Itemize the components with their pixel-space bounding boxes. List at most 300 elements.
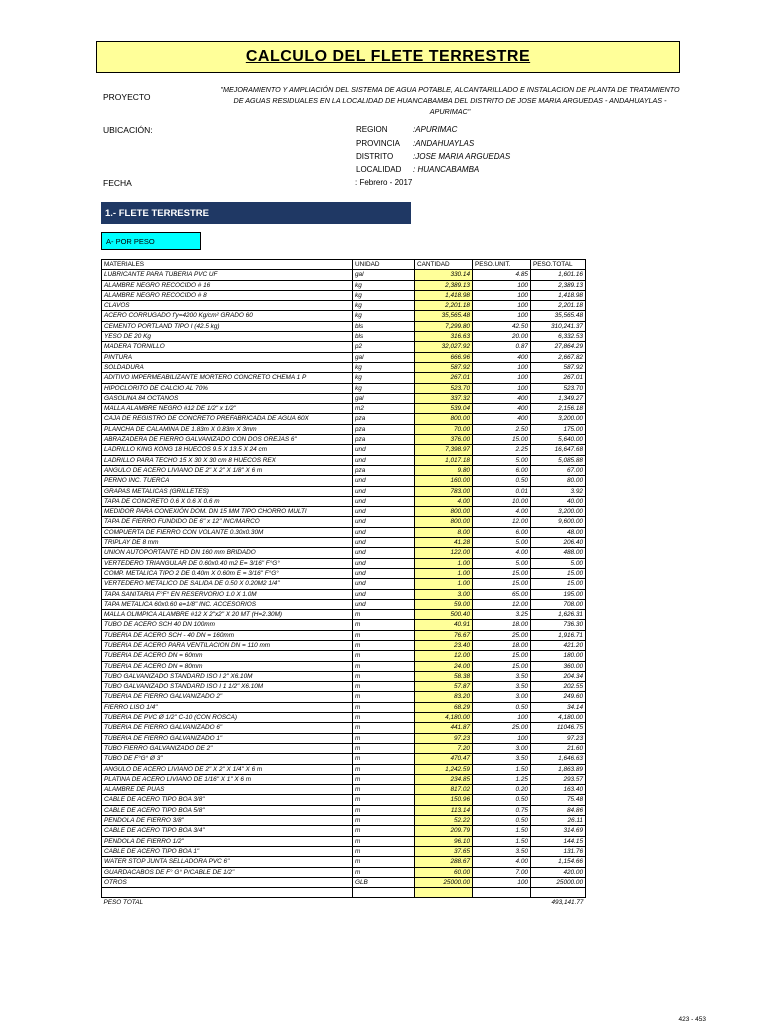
cell-peso-total: 488.00 (531, 548, 586, 558)
cell-unidad: p2 (353, 342, 415, 352)
table-row (102, 270, 586, 280)
section-header (101, 202, 411, 224)
cell-unidad: m (353, 743, 415, 753)
table-row (102, 826, 586, 836)
cell-cantidad: 267.01 (415, 373, 473, 383)
cell-material: CABLE DE ACERO TIPO BOA 5/8" (102, 805, 353, 815)
cell-peso-total: 249.60 (531, 692, 586, 702)
table-row (102, 342, 586, 352)
cell-cantidad: 150.96 (415, 795, 473, 805)
cell-material: HIPOCLORITO DE CALCIO AL 70% (102, 383, 353, 393)
cell-cantidad: 234.85 (415, 774, 473, 784)
total-empty (415, 898, 473, 908)
cell-unidad: und (353, 538, 415, 548)
header-peso-unit: PESO.UNIT. (473, 260, 531, 270)
cell-peso-total: 293.57 (531, 774, 586, 784)
cell-cantidad: 523.70 (415, 383, 473, 393)
cell-unidad: GLB (353, 877, 415, 887)
spacer-cell (531, 888, 586, 898)
cell-peso-unit: 4.00 (473, 857, 531, 867)
cell-material: ANGULO DE ACERO LIVIANO DE 2" X 2" X 1/8" X 6 m (102, 465, 353, 475)
cell-peso-total: 2,667.82 (531, 352, 586, 362)
cell-unidad: m (353, 702, 415, 712)
table-row (102, 527, 586, 537)
spacer-cell (415, 888, 473, 898)
cell-unidad: m (353, 764, 415, 774)
cell-peso-unit: 18.00 (473, 620, 531, 630)
cell-material: TUBERIA DE FIERRO GALVANIZADO 2" (102, 692, 353, 702)
table-row (102, 404, 586, 414)
cell-peso-total: 180.00 (531, 651, 586, 661)
cell-peso-total: 11046.75 (531, 723, 586, 733)
cell-cantidad: 113.14 (415, 805, 473, 815)
cell-cantidad: 800.00 (415, 507, 473, 517)
cell-peso-unit: 100 (473, 733, 531, 743)
spacer-cell (473, 888, 531, 898)
cell-peso-total: 1,626.31 (531, 610, 586, 620)
cell-peso-total: 163.40 (531, 785, 586, 795)
materials-table (101, 259, 586, 908)
cell-peso-total: 5,640.00 (531, 435, 586, 445)
cell-material: COMP. METALICA TIPO 2 DE 0.40m X 0.60m E = 3/16" F°G° (102, 568, 353, 578)
cell-material: PINTURA (102, 352, 353, 362)
cell-peso-total: 75.48 (531, 795, 586, 805)
table-row (102, 877, 586, 887)
cell-cantidad: 68.29 (415, 702, 473, 712)
cell-unidad: kg (353, 362, 415, 372)
cell-cantidad: 32,027.92 (415, 342, 473, 352)
cell-peso-total: 587.92 (531, 362, 586, 372)
table-row (102, 589, 586, 599)
cell-peso-unit: 0.50 (473, 702, 531, 712)
cell-peso-unit: 18.00 (473, 640, 531, 650)
cell-cantidad: 441.87 (415, 723, 473, 733)
cell-unidad: pza (353, 414, 415, 424)
cell-material: CABLE DE ACERO TIPO BOA 3/4" (102, 826, 353, 836)
cell-material: TAPA METALICA 60x0.60 e=1/8" INC. ACCESORIOS (102, 599, 353, 609)
cell-unidad: gal (353, 393, 415, 403)
cell-material: UNION AUTOPORTANTE HD DN 160 mm BRIDADO (102, 548, 353, 558)
cell-peso-unit: 1.50 (473, 826, 531, 836)
page-number-fragment: 423 - 453 (678, 1016, 706, 1023)
cell-cantidad: 25000.00 (415, 877, 473, 887)
cell-material: OTROS (102, 877, 353, 887)
cell-material: PENDOLA DE FIERRO 1/2" (102, 836, 353, 846)
cell-unidad: m (353, 785, 415, 795)
cell-material: ALAMBRE NEGRO RECOCIDO # 8 (102, 290, 353, 300)
cell-cantidad: 96.10 (415, 836, 473, 846)
cell-unidad: m (353, 816, 415, 826)
header-materiales: MATERIALES (102, 260, 353, 270)
table-row (102, 332, 586, 342)
section-title: 1.- FLETE TERRESTRE (105, 207, 209, 219)
table-row (102, 795, 586, 805)
cell-unidad: m (353, 867, 415, 877)
cell-material: TUBO FIERRO GALVANIZADO DE 2" (102, 743, 353, 753)
cell-peso-unit: 0.50 (473, 816, 531, 826)
header-peso-total: PESO.TOTAL (531, 260, 586, 270)
table-row (102, 579, 586, 589)
cell-unidad: kg (353, 383, 415, 393)
table-row (102, 496, 586, 506)
cell-peso-total: 48.00 (531, 527, 586, 537)
cell-peso-total: 420.00 (531, 867, 586, 877)
cell-cantidad: 1.00 (415, 568, 473, 578)
ubicacion-label: UBICACIÓN: (103, 125, 153, 135)
cell-peso-total: 6,332.53 (531, 332, 586, 342)
table-row (102, 774, 586, 784)
cell-peso-total: 27,864.29 (531, 342, 586, 352)
project-description: "MEJORAMIENTO Y AMPLIACIÓN DEL SISTEMA DE AGUA POTABLE, ALCANTARILLADO E INSTALACION DE PLANTA DE TRATAMIENTO DE AGUAS RESIDUALES EN LA LOCALIDAD DE HUANCABAMBA DEL DISTRITO DE JOSE MARIA ARGUEDAS - ANDAHUAYLAS - APURIMAC" (220, 85, 680, 116)
cell-material: TUBERIA DE FIERRO GALVANIZADO 6" (102, 723, 353, 733)
cell-cantidad: 800.00 (415, 517, 473, 527)
location-key-localidad: LOCALIDAD (356, 165, 402, 174)
cell-peso-unit: 15.00 (473, 579, 531, 589)
cell-cantidad: 57.87 (415, 682, 473, 692)
cell-cantidad: 2,389.13 (415, 280, 473, 290)
cell-peso-total: 267.01 (531, 373, 586, 383)
cell-unidad: und (353, 517, 415, 527)
cell-peso-unit: 100 (473, 877, 531, 887)
cell-peso-total: 310,241.37 (531, 321, 586, 331)
table-row (102, 414, 586, 424)
cell-unidad: m (353, 682, 415, 692)
cell-cantidad: 9.80 (415, 465, 473, 475)
cell-peso-unit: 0.50 (473, 795, 531, 805)
cell-peso-unit: 10.00 (473, 496, 531, 506)
table-row (102, 311, 586, 321)
cell-peso-total: 1,916.71 (531, 630, 586, 640)
cell-cantidad: 35,565.48 (415, 311, 473, 321)
cell-peso-unit: 3.00 (473, 692, 531, 702)
cell-peso-unit: 25.00 (473, 630, 531, 640)
cell-cantidad: 1,017.18 (415, 455, 473, 465)
cell-unidad: kg (353, 301, 415, 311)
cell-material: TAPA SANITARIA F°F° EN RESERVORIO 1.0 X 1.0M (102, 589, 353, 599)
cell-material: TAPA DE CONCRETO 0.6 X 0.6 X 0.6 m (102, 496, 353, 506)
cell-material: TUBERIA DE PVC Ø 1/2" C-10 (CON ROSCA) (102, 713, 353, 723)
cell-peso-total: 35,565.48 (531, 311, 586, 321)
cell-unidad: m (353, 713, 415, 723)
location-key-distrito: DISTRITO (356, 152, 394, 161)
cell-peso-total: 2,156.18 (531, 404, 586, 414)
total-empty (473, 898, 531, 908)
table-row (102, 805, 586, 815)
table-row (102, 465, 586, 475)
cell-peso-total: 1,646.63 (531, 754, 586, 764)
cell-cantidad: 8.00 (415, 527, 473, 537)
cell-cantidad: 7,398.97 (415, 445, 473, 455)
cell-cantidad: 288.67 (415, 857, 473, 867)
cell-peso-unit: 400 (473, 404, 531, 414)
cell-peso-total: 34.14 (531, 702, 586, 712)
cell-unidad: gal (353, 352, 415, 362)
cell-unidad: m (353, 692, 415, 702)
cell-material: TUBERIA DE ACERO DN = 60mm (102, 651, 353, 661)
cell-peso-total: 3,200.00 (531, 507, 586, 517)
cell-cantidad: 12.00 (415, 651, 473, 661)
spacer-cell (353, 888, 415, 898)
cell-material: MADERA TORNILLO (102, 342, 353, 352)
cell-peso-unit: 20.00 (473, 332, 531, 342)
cell-material: YESO DE 20 Kg (102, 332, 353, 342)
cell-peso-unit: 3.50 (473, 671, 531, 681)
cell-material: CEMENTO PORTLAND TIPO I (42.5 kg) (102, 321, 353, 331)
cell-unidad: m (353, 630, 415, 640)
cell-unidad: m2 (353, 404, 415, 414)
cell-cantidad: 316.63 (415, 332, 473, 342)
location-value-distrito: :JOSE MARIA ARGUEDAS (413, 152, 511, 161)
cell-peso-unit: 12.00 (473, 517, 531, 527)
cell-unidad: m (353, 826, 415, 836)
table-row (102, 682, 586, 692)
cell-peso-total: 9,600.00 (531, 517, 586, 527)
cell-material: TUBO DE F°G° Ø 3" (102, 754, 353, 764)
cell-peso-total: 15.00 (531, 579, 586, 589)
cell-peso-total: 144.15 (531, 836, 586, 846)
table-row (102, 630, 586, 640)
cell-unidad: gal (353, 270, 415, 280)
cell-peso-unit: 5.00 (473, 455, 531, 465)
cell-unidad: m (353, 651, 415, 661)
cell-peso-total: 314.69 (531, 826, 586, 836)
cell-cantidad: 2,201.18 (415, 301, 473, 311)
cell-cantidad: 470.47 (415, 754, 473, 764)
cell-unidad: kg (353, 280, 415, 290)
cell-peso-unit: 3.00 (473, 743, 531, 753)
cell-peso-total: 15.00 (531, 568, 586, 578)
total-empty (353, 898, 415, 908)
page-title: CALCULO DEL FLETE TERRESTRE (245, 48, 531, 65)
cell-material: LUBRICANTE PARA TUBERIA PVC UF (102, 270, 353, 280)
table-row (102, 301, 586, 311)
cell-peso-unit: 3.25 (473, 610, 531, 620)
cell-unidad: kg (353, 311, 415, 321)
cell-peso-total: 16,647.68 (531, 445, 586, 455)
table-row (102, 651, 586, 661)
cell-cantidad: 83.20 (415, 692, 473, 702)
cell-peso-total: 4,180.00 (531, 713, 586, 723)
location-key-region: REGION (356, 125, 388, 134)
cell-unidad: kg (353, 373, 415, 383)
cell-peso-unit: 400 (473, 414, 531, 424)
cell-cantidad: 337.32 (415, 393, 473, 403)
table-row (102, 733, 586, 743)
cell-peso-unit: 3.50 (473, 846, 531, 856)
cell-material: TRIPLAY DE 8 mm (102, 538, 353, 548)
cell-material: ALAMBRE NEGRO RECOCIDO # 16 (102, 280, 353, 290)
cell-peso-total: 1,863.89 (531, 764, 586, 774)
cell-unidad: und (353, 599, 415, 609)
table-row (102, 321, 586, 331)
table-row (102, 558, 586, 568)
cell-material: FIERRO LISO 1/4" (102, 702, 353, 712)
subsection-title: A- POR PESO (106, 236, 155, 246)
cell-unidad: kg (353, 290, 415, 300)
cell-material: GASOLINA 84 OCTANOS (102, 393, 353, 403)
cell-peso-unit: 0.01 (473, 486, 531, 496)
page-title-box (96, 41, 680, 73)
cell-material: CABLE DE ACERO TIPO BOA 1" (102, 846, 353, 856)
location-key-provincia: PROVINCIA (356, 139, 401, 148)
cell-peso-unit: 15.00 (473, 568, 531, 578)
table-row (102, 548, 586, 558)
cell-material: TUBO DE ACERO SCH 40 DN 100mm (102, 620, 353, 630)
cell-unidad: und (353, 445, 415, 455)
cell-material: ADITIVO IMPERMEABILIZANTE MORTERO CONCRETO CHEMA 1 P (102, 373, 353, 383)
cell-cantidad: 666.96 (415, 352, 473, 362)
cell-peso-total: 736.30 (531, 620, 586, 630)
cell-cantidad: 1,242.59 (415, 764, 473, 774)
cell-cantidad: 60.00 (415, 867, 473, 877)
cell-peso-total: 1,154.66 (531, 857, 586, 867)
table-row (102, 702, 586, 712)
cell-cantidad: 1.00 (415, 558, 473, 568)
cell-unidad: m (353, 733, 415, 743)
cell-unidad: m (353, 671, 415, 681)
cell-peso-unit: 100 (473, 290, 531, 300)
cell-peso-total: 40.00 (531, 496, 586, 506)
table-row (102, 816, 586, 826)
cell-unidad: bls (353, 321, 415, 331)
cell-peso-unit: 2.50 (473, 424, 531, 434)
cell-material: GUARDACABOS DE F° G° P/CABLE DE 1/2" (102, 867, 353, 877)
table-row (102, 373, 586, 383)
cell-cantidad: 122.00 (415, 548, 473, 558)
table-row (102, 743, 586, 753)
table-row (102, 517, 586, 527)
cell-unidad: und (353, 558, 415, 568)
cell-peso-total: 421.20 (531, 640, 586, 650)
cell-cantidad: 58.38 (415, 671, 473, 681)
cell-material: TUBO GALVANIZADO STANDARD ISO I 2" X6.10M (102, 671, 353, 681)
cell-peso-total: 1,601.16 (531, 270, 586, 280)
table-row (102, 713, 586, 723)
cell-unidad: m (353, 857, 415, 867)
table-row (102, 867, 586, 877)
cell-material: TUBERIA DE ACERO PARA VENTILACION DN = 110 mm (102, 640, 353, 650)
table-row (102, 568, 586, 578)
materials-table-body (102, 270, 586, 888)
subsection-header (101, 232, 201, 250)
cell-unidad: m (353, 846, 415, 856)
cell-peso-unit: 100 (473, 362, 531, 372)
cell-material: TUBERIA DE ACERO SCH - 40 DN = 160mm (102, 630, 353, 640)
cell-cantidad: 4.00 (415, 496, 473, 506)
table-row (102, 640, 586, 650)
table-row (102, 290, 586, 300)
cell-material: PLANCHA DE CALAMINA DE 1.83m X 0.83m X 3mm (102, 424, 353, 434)
cell-material: WATER STOP JUNTA SELLADORA PVC 6" (102, 857, 353, 867)
cell-peso-total: 204.34 (531, 671, 586, 681)
cell-cantidad: 800.00 (415, 414, 473, 424)
cell-peso-total: 25000.00 (531, 877, 586, 887)
cell-cantidad: 24.00 (415, 661, 473, 671)
cell-peso-total: 80.00 (531, 476, 586, 486)
cell-material: TUBERIA DE FIERRO GALVANIZADO 1" (102, 733, 353, 743)
cell-unidad: m (353, 754, 415, 764)
cell-peso-total: 131.76 (531, 846, 586, 856)
table-row (102, 424, 586, 434)
cell-peso-unit: 15.00 (473, 661, 531, 671)
cell-peso-total: 21.60 (531, 743, 586, 753)
cell-material: LADRILLO PARA TECHO 15 X 30 X 30 cm 8 HUECOS REX (102, 455, 353, 465)
cell-cantidad: 59.00 (415, 599, 473, 609)
cell-material: MALLA ALAMBRE NEGRO #12 DE 1/2" x 1/2" (102, 404, 353, 414)
table-row (102, 599, 586, 609)
cell-peso-total: 360.00 (531, 661, 586, 671)
table-row (102, 857, 586, 867)
table-row (102, 661, 586, 671)
cell-peso-total: 84.86 (531, 805, 586, 815)
cell-peso-unit: 100 (473, 373, 531, 383)
cell-material: ANGULO DE ACERO LIVIANO DE 2" X 2" X 1/4" X 6 m (102, 764, 353, 774)
cell-peso-total: 3,200.00 (531, 414, 586, 424)
cell-peso-unit: 400 (473, 352, 531, 362)
total-label: PESO TOTAL (102, 898, 353, 908)
cell-peso-unit: 0.20 (473, 785, 531, 795)
cell-unidad: und (353, 455, 415, 465)
cell-cantidad: 376.00 (415, 435, 473, 445)
cell-unidad: m (353, 661, 415, 671)
cell-cantidad: 1.00 (415, 579, 473, 589)
cell-cantidad: 41.28 (415, 538, 473, 548)
cell-unidad: m (353, 610, 415, 620)
cell-unidad: m (353, 795, 415, 805)
table-row (102, 476, 586, 486)
cell-cantidad: 70.00 (415, 424, 473, 434)
table-row (102, 620, 586, 630)
location-value-region: :APURIMAC (413, 125, 458, 134)
cell-cantidad: 160.00 (415, 476, 473, 486)
cell-peso-unit: 6.00 (473, 527, 531, 537)
cell-cantidad: 97.23 (415, 733, 473, 743)
cell-peso-total: 523.70 (531, 383, 586, 393)
cell-unidad: und (353, 486, 415, 496)
cell-material: ACERO CORRUGADO f'y=4200 Kg/cm² GRADO 60 (102, 311, 353, 321)
table-row (102, 610, 586, 620)
cell-material: PERNO INC. TUERCA (102, 476, 353, 486)
cell-material: MEDIDOR PARA CONEXIÓN DOM. DN 15 MM TIPO CHORRO MULTI (102, 507, 353, 517)
cell-peso-unit: 100 (473, 713, 531, 723)
cell-peso-total: 5,085.88 (531, 455, 586, 465)
cell-material: TUBO GALVANIZADO STANDARD ISO I 1 1/2" X6.10M (102, 682, 353, 692)
fecha-label: FECHA (103, 178, 132, 188)
table-row (102, 362, 586, 372)
cell-peso-unit: 100 (473, 383, 531, 393)
table-row (102, 383, 586, 393)
cell-peso-unit: 100 (473, 280, 531, 290)
cell-peso-total: 2,201.18 (531, 301, 586, 311)
cell-unidad: und (353, 568, 415, 578)
cell-peso-unit: 0.87 (473, 342, 531, 352)
cell-peso-unit: 65.00 (473, 589, 531, 599)
cell-peso-total: 206.40 (531, 538, 586, 548)
cell-peso-total: 26.11 (531, 816, 586, 826)
cell-unidad: und (353, 579, 415, 589)
cell-unidad: und (353, 496, 415, 506)
cell-material: COMPUERTA DE FIERRO CON VOLANTE 0.30x0.30M (102, 527, 353, 537)
cell-peso-total: 5.00 (531, 558, 586, 568)
table-row (102, 486, 586, 496)
cell-peso-unit: 1.25 (473, 774, 531, 784)
cell-material: VERTEDERO TRIANGULAR DE 0.60x0.40 m2 E= 3/16" F°G° (102, 558, 353, 568)
cell-material: TUBERIA DE ACERO DN = 80mm (102, 661, 353, 671)
cell-cantidad: 4,180.00 (415, 713, 473, 723)
header-cantidad: CANTIDAD (415, 260, 473, 270)
cell-peso-unit: 12.00 (473, 599, 531, 609)
fecha-value: : Febrero - 2017 (355, 178, 413, 187)
